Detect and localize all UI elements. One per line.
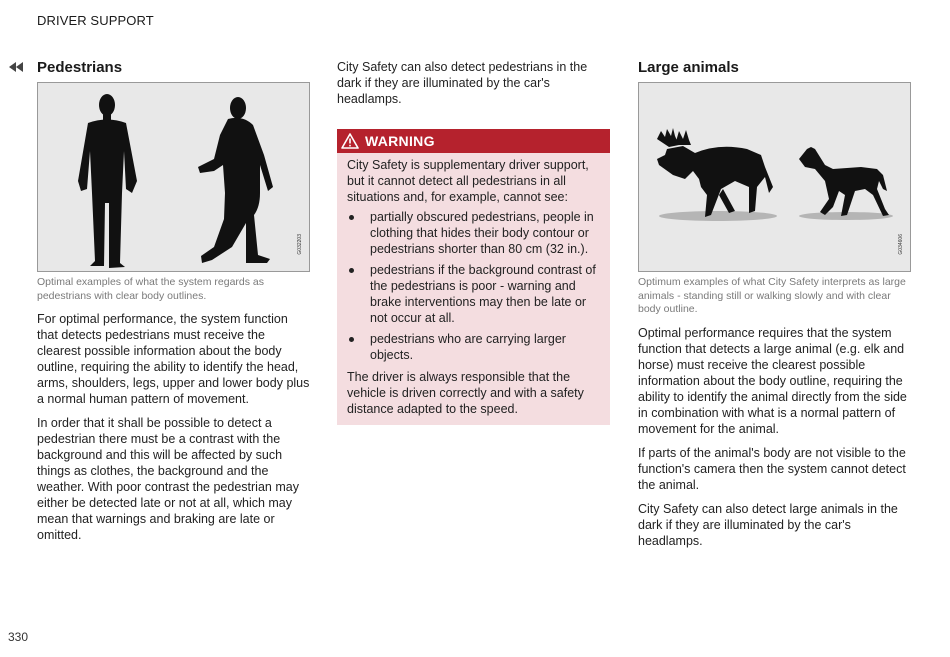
double-chevron-left-icon[interactable] — [9, 62, 25, 72]
warning-column — [337, 58, 610, 425]
animals-column — [638, 58, 911, 549]
warning-closing: The driver is always responsible that the vehicle is driven correctly and with a safety distance adapted to the speed. — [347, 370, 584, 416]
warning-triangle-icon — [341, 133, 359, 149]
pedestrians-heading: Pedestrians — [37, 59, 123, 76]
figure-code: G032203 — [297, 234, 303, 255]
bullet-icon — [349, 268, 354, 273]
list-item: pedestrians who are carrying larger objects. — [347, 331, 600, 363]
list-item: pedestrians if the background contrast of the pedestrians is poor - warning and brake interventions may then be late or not occur at all. — [347, 262, 600, 326]
figure-code: G034606 — [898, 234, 904, 255]
paragraph: If parts of the animal's body are not visible to the function's camera then the system cannot detect the animal. — [638, 445, 906, 492]
warning-box — [337, 129, 610, 425]
section-header: DRIVER SUPPORT — [37, 13, 154, 28]
warning-body — [337, 153, 610, 425]
warning-lead: City Safety is supplementary driver support, but it cannot detect all pedestrians in all situations and, for example, cannot see: — [347, 158, 589, 204]
intro-paragraph: City Safety can also detect pedestrians in the dark if they are illuminated by the car's headlamps. — [337, 60, 588, 106]
pedestrians-column — [37, 58, 310, 543]
animal-silhouettes-icon — [639, 83, 910, 271]
pedestrian-silhouettes-icon — [38, 83, 309, 271]
paragraph: In order that it shall be possible to detect a pedestrian there must be a contrast with the background and this will be affected by such things as clothes, the background and the weather. With poor contrast the pedestrian may either be detected late or not at all, which may mean that warnings and braking are late or omitted. — [37, 416, 299, 542]
page-number: 330 — [8, 630, 29, 644]
warning-list — [347, 209, 600, 363]
bullet-icon — [349, 337, 354, 342]
figure-caption: Optimum examples of what City Safety interprets as large animals - standing still or walking slowly and with clear body outline. — [638, 276, 906, 315]
figure-caption: Optimal examples of what the system regards as pedestrians with clear body outlines. — [37, 276, 265, 302]
paragraph: City Safety can also detect large animals in the dark if they are illuminated by the car's headlamps. — [638, 501, 898, 548]
bullet-icon — [349, 215, 354, 220]
list-item: partially obscured pedestrians, people in clothing that hides their body contour or pedestrians shorter than 80 cm (32 in.). — [347, 209, 600, 257]
pedestrians-illustration — [37, 82, 310, 272]
animals-illustration — [638, 82, 911, 272]
warning-title: WARNING — [365, 133, 435, 149]
animals-heading: Large animals — [638, 59, 739, 76]
warning-header — [337, 129, 610, 153]
paragraph: For optimal performance, the system function that detects pedestrians must receive the clearest possible information about the body outline, requiring the ability to identify the head, arms, shoulders, legs, upper and lower body plus a normal human pattern of movement. — [37, 312, 310, 406]
paragraph: Optimal performance requires that the system function that detects a large animal (e.g. elk and horse) must receive the clearest possible information about the body outline, requiring the ability to identify the animal directly from the side in combination with what is a normal pattern of movement for the animal. — [638, 325, 907, 436]
